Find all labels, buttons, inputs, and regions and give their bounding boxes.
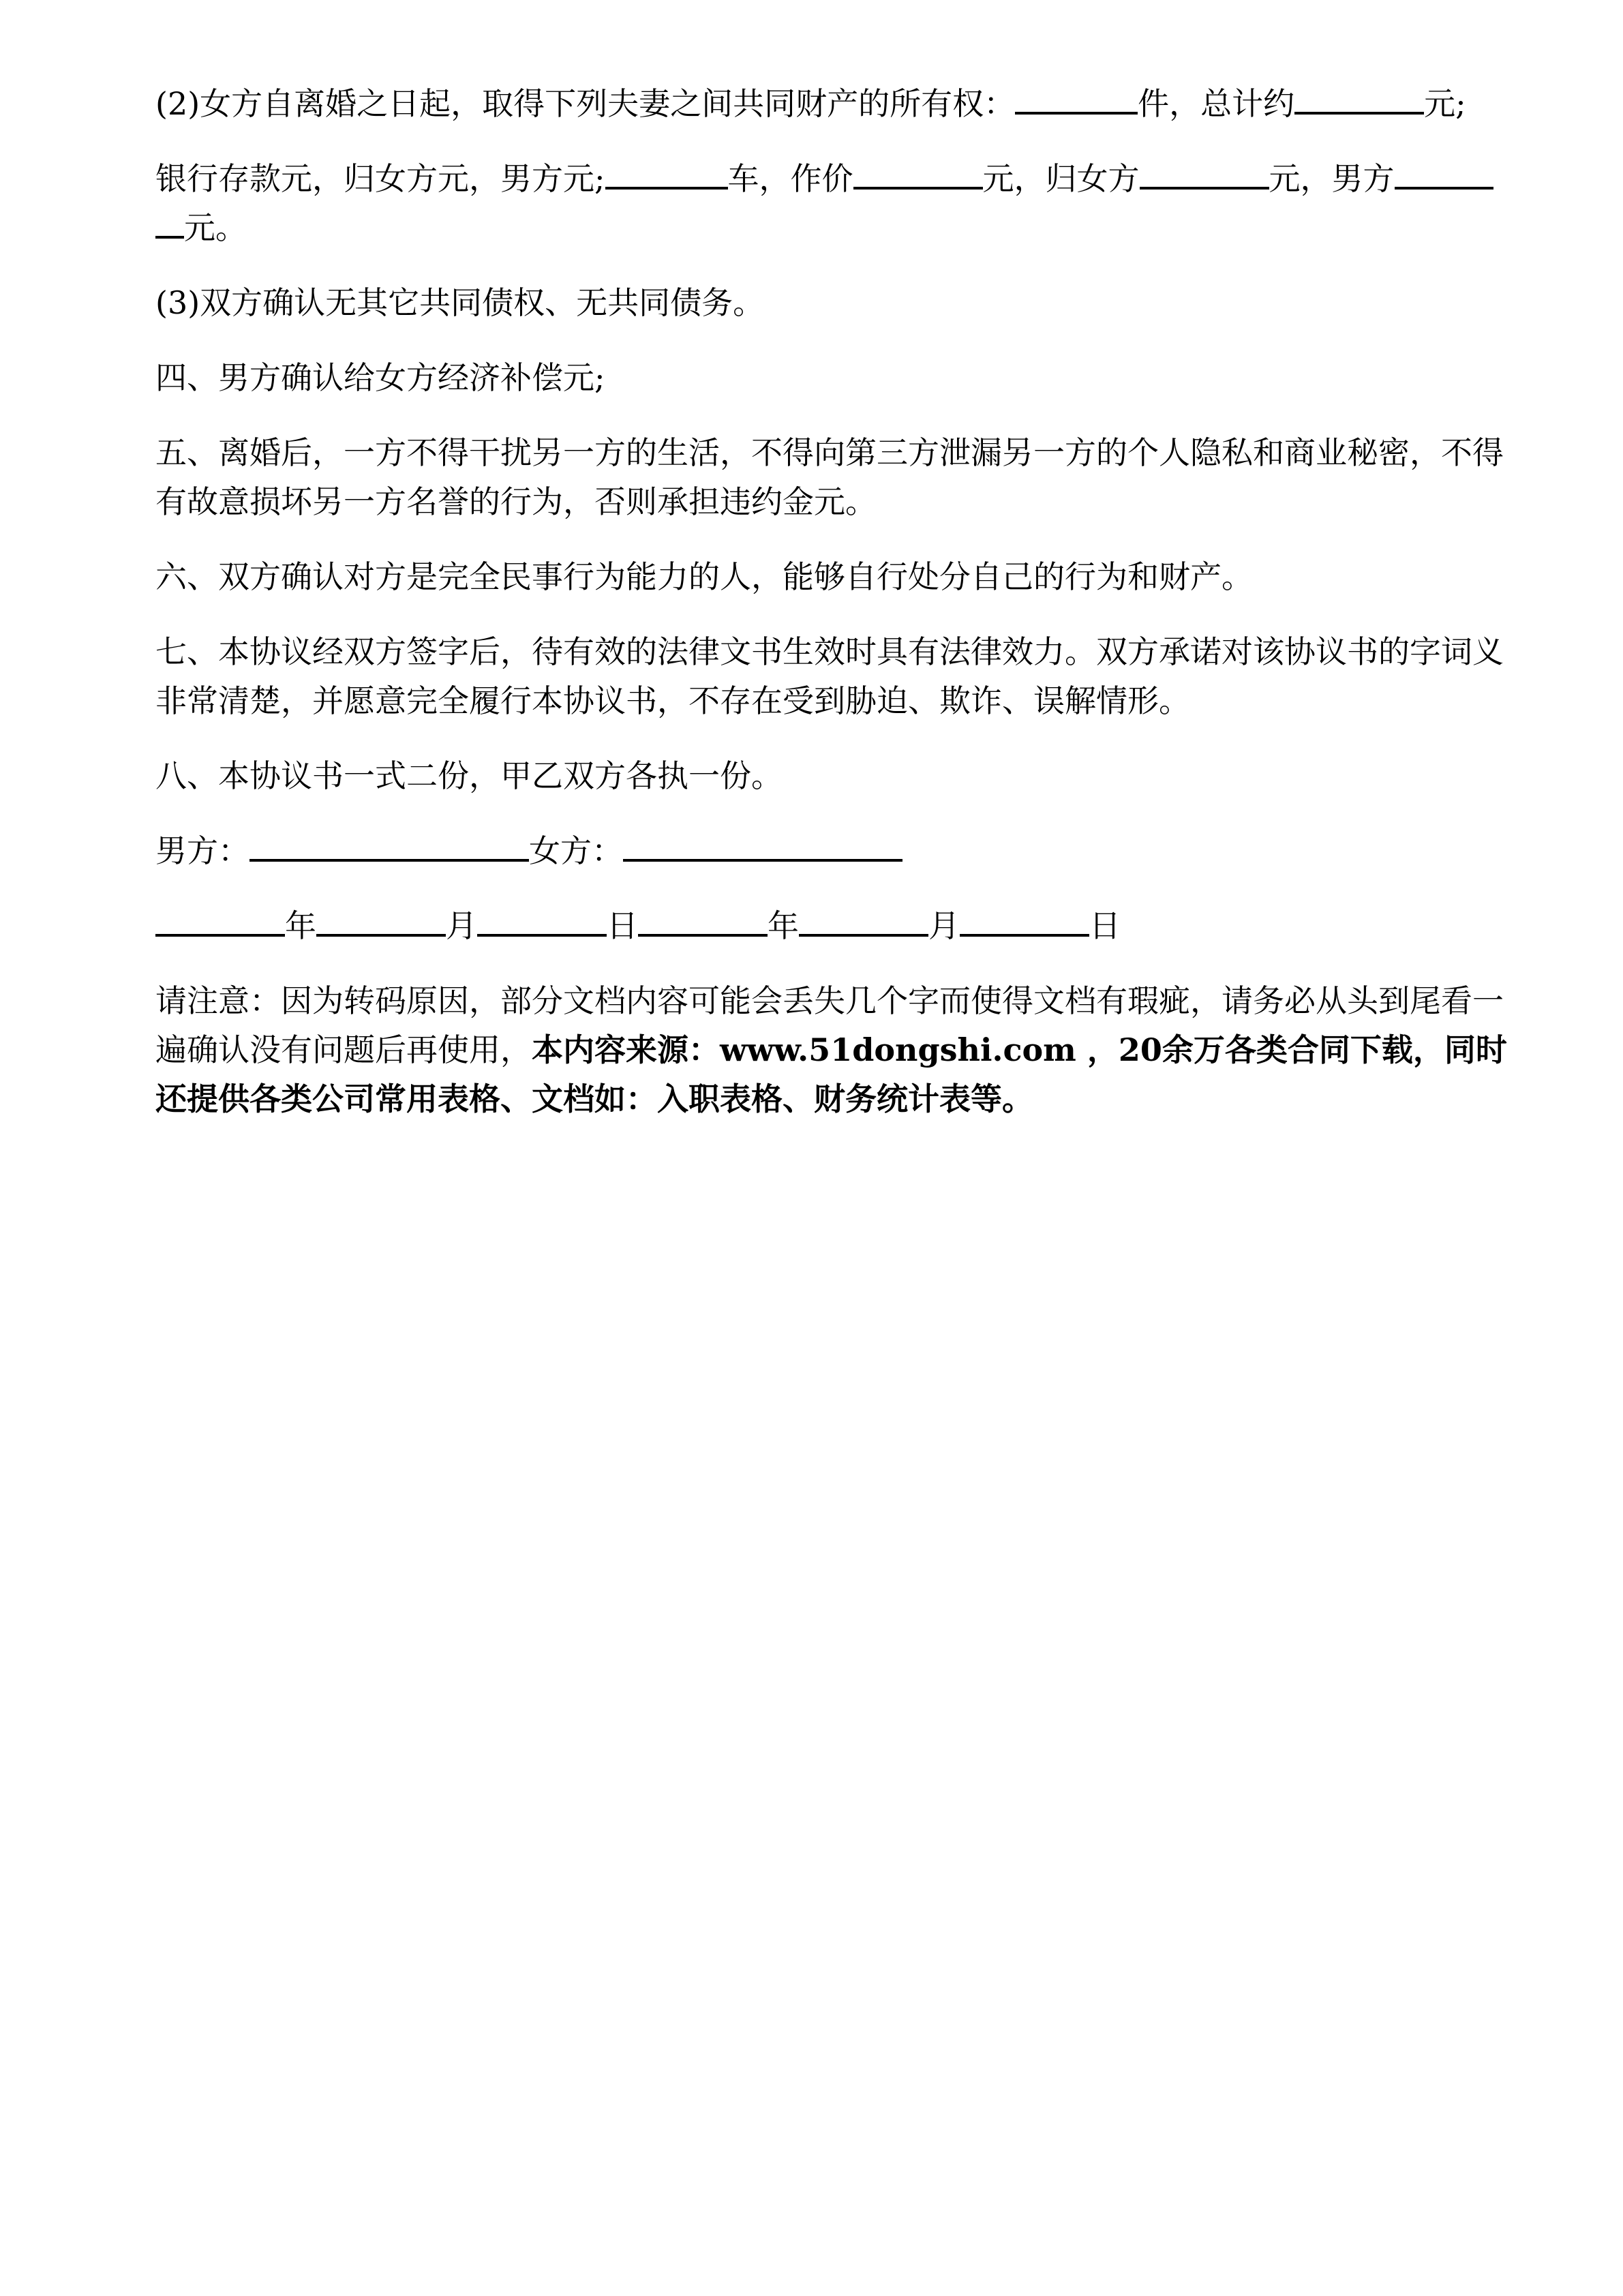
notice-source-text: 本内容来源：www.51dongshi.com ，20余万各类合同下载，同时还提供各类公司常用表格、文档如：入职表格、财务统计表等。	[155, 1031, 1507, 1117]
month-label-2: 月	[928, 907, 960, 944]
yuan-end-text: 元。	[184, 209, 247, 246]
vehicle-price-blank[interactable]	[853, 155, 983, 190]
female-signature-blank[interactable]	[623, 828, 902, 862]
month-blank-1[interactable]	[316, 903, 446, 937]
month-blank-2[interactable]	[799, 903, 928, 937]
vehicle-text: 车，作价	[727, 160, 853, 197]
notice-paragraph	[155, 976, 1516, 1123]
clause-5: 五、离婚后，一方不得干扰另一方的生活，不得向第三方泄漏另一方的个人隐私和商业秘密，不得有故意损坏另一方名誉的行为，否则承担违约金元。	[155, 434, 1504, 520]
male-share-blank-cont	[155, 205, 184, 239]
total-amount-blank[interactable]	[1294, 80, 1424, 115]
day-blank-2[interactable]	[960, 903, 1089, 937]
clause-3-3: (3)双方确认无其它共同债权、无共同债务。	[155, 284, 765, 321]
male-label: 男方：	[155, 832, 249, 869]
clause-3-2-text-a: (2)女方自离婚之日起，取得下列夫妻之间共同财产的所有权：	[155, 85, 1016, 122]
clause-8: 八、本协议书一式二份，甲乙双方各执一份。	[155, 757, 783, 794]
day-blank-1[interactable]	[477, 903, 607, 937]
clause-3-2-text-c: 元;	[1424, 85, 1466, 122]
year-label-1: 年	[285, 907, 316, 944]
date-line	[155, 901, 1516, 950]
female-share-blank[interactable]	[1140, 155, 1269, 190]
to-female-text: 元，归女方	[982, 160, 1140, 197]
day-label-1: 日	[607, 907, 638, 944]
clause-7: 七、本协议经双方签字后，待有效的法律文书生效时具有法律效力。双方承诺对该协议书的字词义非常清楚，并愿意完全履行本协议书，不存在受到胁迫、欺诈、误解情形。	[155, 633, 1504, 719]
item-count-blank[interactable]	[1015, 80, 1138, 115]
male-signature-blank[interactable]	[249, 828, 529, 862]
year-blank-2[interactable]	[638, 903, 768, 937]
day-label-2: 日	[1089, 907, 1121, 944]
document-page	[155, 79, 1516, 1149]
month-label-1: 月	[446, 907, 477, 944]
clause-4: 四、男方确认给女方经济补偿元;	[155, 359, 605, 396]
clause-3-2-text-b: 件，总计约	[1138, 85, 1295, 122]
vehicle-blank[interactable]	[605, 155, 728, 190]
female-label: 女方：	[529, 832, 623, 869]
male-share-blank[interactable]	[1395, 155, 1493, 190]
bank-text: 银行存款元，归女方元，男方元;	[155, 160, 605, 197]
to-male-text: 元，男方	[1269, 160, 1395, 197]
year-blank-1[interactable]	[155, 903, 285, 937]
year-label-2: 年	[768, 907, 799, 944]
clause-3-2	[155, 79, 1516, 128]
notice-text: 请注意：因为转码原因，部分文档内容可能会丢失几个字而使得文档有瑕疵，请务必从头到尾看一遍确认没有问题后再使用，	[155, 982, 1504, 1068]
clause-6: 六、双方确认对方是完全民事行为能力的人，能够自行处分自己的行为和财产。	[155, 558, 1253, 595]
signature-line	[155, 826, 1516, 875]
bank-vehicle-clause	[155, 154, 1516, 252]
